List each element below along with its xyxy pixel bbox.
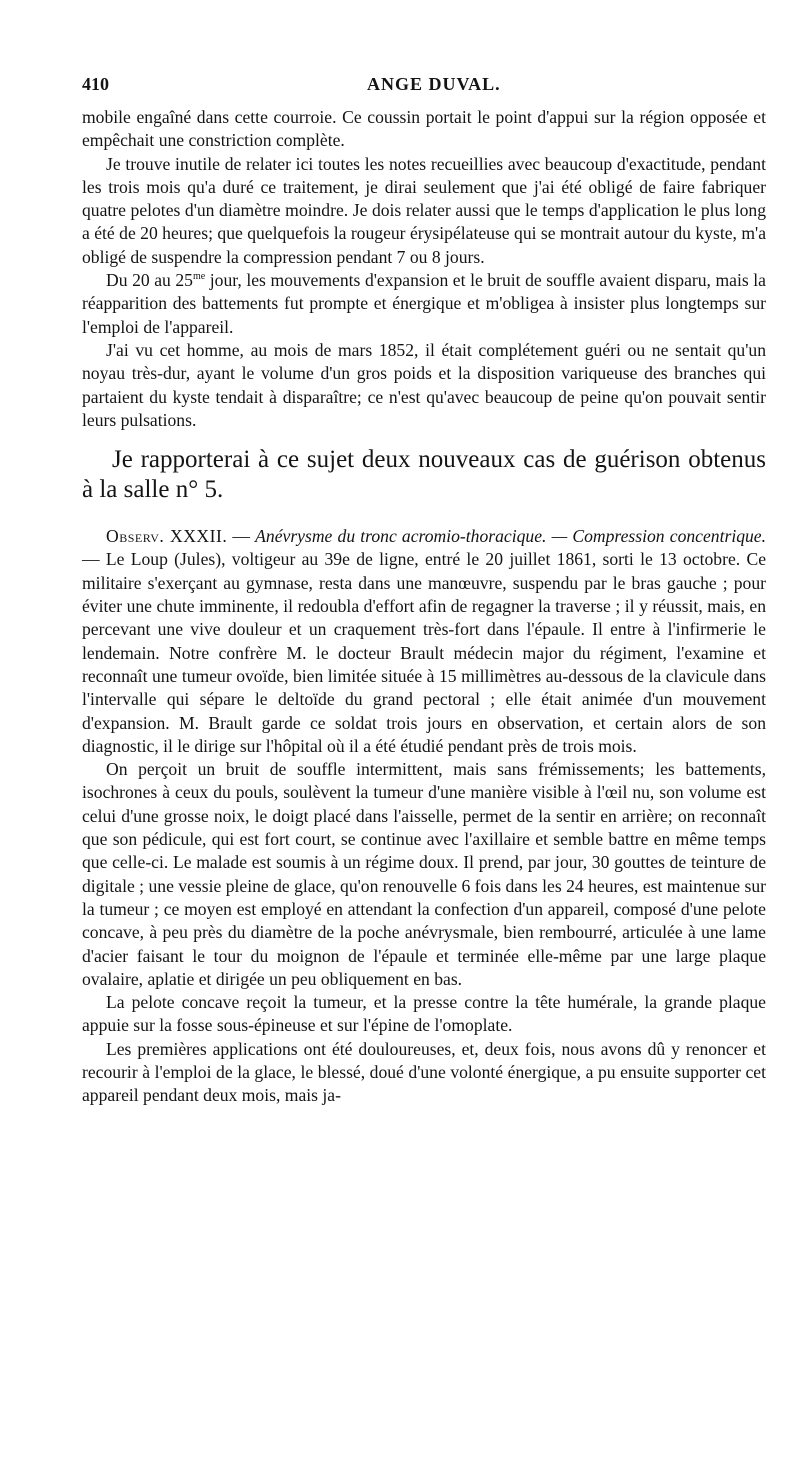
- running-title: ANGE DUVAL.: [367, 74, 501, 94]
- observation-text: — Le Loup (Jules), voltigeur au 39e de ligne, entré le 20 juillet 1861, sorti le 13 octobre. Ce militaire s'exerçant au gymnase, resta dans une manœuvre, suspendu par le bras gauche ; pour éviter une chute imminente, il redoubla d'effort afin de regagner la traverse ; il y réussit, mais, en percevant une vive douleur et un craquement très-fort dans l'épaule. Il entre à l'infirmerie le lendemain. Notre confrère M. le docteur Brault médecin major du régiment, l'examine et reconnaît une tumeur ovoïde, bien limitée située à 15 millimètres au-dessous de la clavicule dans l'intervalle qui sépare le deltoïde du grand pectoral ; elle était animée d'un mouvement d'expansion. M. Brault garde ce soldat trois jours en observation, et certain alors de son diagnostic, il le dirige sur l'hôpital où il a été étudié pendant près de trois mois.: [82, 549, 766, 756]
- observation-32: [82, 525, 766, 758]
- ordinal-superscript: me: [192, 271, 206, 283]
- paragraph-6: La pelote concave reçoit la tumeur, et la presse contre la tête humérale, la grande plaque appuie sur la fosse sous-épineuse et sur l'épine de l'omoplate.: [82, 992, 766, 1036]
- page-header: [82, 74, 772, 102]
- observation-label: Observ. XXXII.: [106, 526, 228, 547]
- paragraph-4: J'ai vu cet homme, au mois de mars 1852, il était complétement guéri ou ne sentait qu'un noyau très-dur, ayant le volume d'un gros poids et la disposition variqueuse des branches qui partaient du kyste tendait à disparaître; ce n'est qu'avec beaucoup de peine qu'on pouvait sentir leurs pulsations.: [82, 339, 766, 430]
- paragraph-7: Les premières applications ont été douloureuses, et, deux fois, nous avons dû y renoncer et recourir à l'emploi de la glace, le blessé, doué d'une volonté énergique, a pu ensuite supporter cet appareil pendant deux mois, mais ja-: [82, 1038, 766, 1106]
- observation-separator: —: [227, 526, 256, 547]
- paragraph-5: On perçoit un bruit de souffle intermittent, mais sans frémissements; les battements, isochrones à ceux du pouls, soulèvent la tumeur d'une manière visible à l'œil nu, son volume est celui d'une grosse noix, le doigt placé dans l'aisselle, permet de la sentir en arrière; on reconnaît que son pédicule, qui est fort court, se continue avec l'axillaire et semble battre en même temps que celle-ci. Le malade est soumis à un régime doux. Il prend, par jour, 30 gouttes de teinture de digitale ; une vessie pleine de glace, qu'on renouvelle 6 fois dans les 24 heures, est maintenue sur la tumeur ; ce moyen est employé en attendant la confection d'un appareil, composé d'une pelote concave, à peu près du diamètre de la poche anévrysmale, bien rembourré, articulée à une lame d'acier faisant le tour du moignon de l'épaule et terminée elle-même par une large plaque ovalaire, aplatie et dirigée un peu obliquement en bas.: [82, 759, 766, 989]
- paragraph-3-start: Du 20 au 25: [106, 270, 193, 291]
- page-body: [82, 106, 766, 1108]
- paragraph-3-rest: jour, les mouvements d'expansion et le bruit de souffle avaient disparu, mais la réapparition des battements fut prompte et énergique et m'obligea à insister plus longtemps sur l'emploi de l'appareil.: [82, 270, 766, 337]
- paragraph-1: mobile engaîné dans cette courroie. Ce coussin portait le point d'appui sur la région opposée et empêchait une constriction complète.: [82, 107, 766, 151]
- paragraph-2: Je trouve inutile de relater ici toutes les notes recueillies avec beaucoup d'exactitude, pendant les trois mois qu'a duré ce traitement, je dirai seulement que j'ai été obligé de faire fabriquer quatre pelotes d'un diamètre moindre. Je dois relater aussi que le temps d'application le plus long a été de 20 heures; que quelquefois la rougeur érysipélateuse qui se montrait autour du kyste, m'a obligé de suspendre la compression pendant 7 ou 8 jours.: [82, 153, 766, 267]
- paragraph-3: [82, 269, 766, 339]
- announcement-heading: Je rapporterai à ce sujet deux nouveaux cas de guérison obtenus à la salle n° 5.: [82, 446, 766, 504]
- observation-title: Anévrysme du tronc acromio-thoracique. — Compression concentrique.: [255, 526, 767, 547]
- page-number: 410: [82, 74, 109, 94]
